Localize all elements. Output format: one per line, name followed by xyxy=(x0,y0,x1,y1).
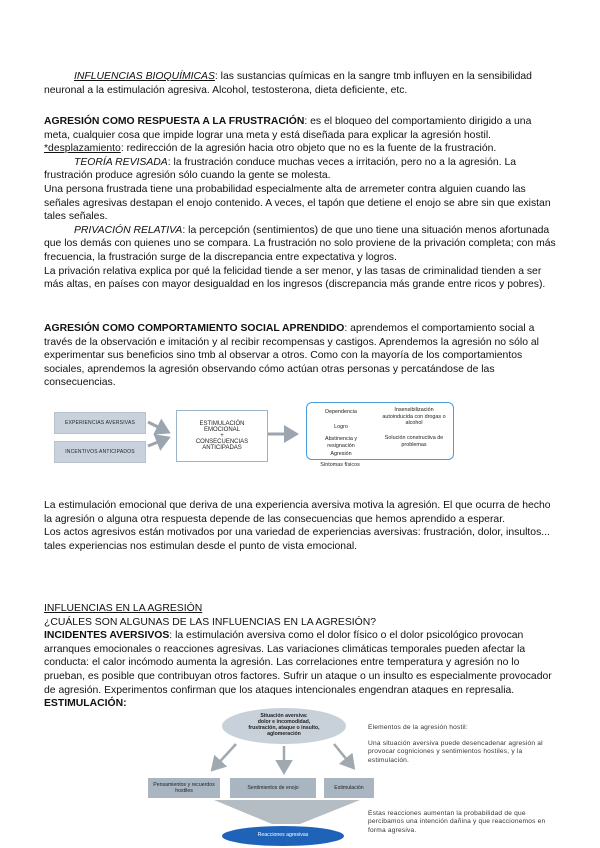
desplazamiento-label: *desplazamiento xyxy=(44,143,121,155)
middle-line-4: CONSECUENCIAS xyxy=(195,439,249,445)
estimulacion-text-2: Los actos agresivos están motivados por una variedad de experiencias aversivas: frustración, dolor, insultos... tales experiencias nos estimulan desde el punto de vista emocional. xyxy=(44,527,550,552)
top-line-3: frustración, ataque o insulto, xyxy=(248,725,320,731)
hostile-thoughts-box: Pensamientos y recuerdos hostiles xyxy=(148,778,220,798)
incidentes-text: : la estimulación aversiva como el dolor físico o el dolor psicológico provocan arranques emocionales o reacciones agresivas. Las variaciones climáticas temporales pueden afectar la conducta: el calor incómodo aumenta la agresión. Las correlaciones entre temperatura y agresión no lo prueban, es posible que contribuyan otros factores. Sufrir un ataque o un insulto es especialmente provocador de agresión. Experimentos confirman que los ataques intencionales engendran ataques en represalia. xyxy=(44,630,552,696)
incidentes-label: INCIDENTES AVERSIVOS xyxy=(44,630,170,642)
influencias-question: ¿CUÁLES SON ALGUNAS DE LAS INFLUENCIAS EN LA AGRESIÓN? xyxy=(44,616,377,628)
aprendido-text: : aprendemos el comportamiento social a través de la observación e imitación y al recibir recompensas y castigos. Aprendemos la agresión no sólo al experimentar sus beneficios sino tmb al observar a otros. Como con la mayoría de los comportamientos sociales, aprendemos la agresión observando cómo actúan otras personas y percatándose de las consecuencias. xyxy=(44,323,539,389)
anticipated-incentives-box: INCENTIVOS ANTICIPADOS xyxy=(54,441,146,463)
middle-line-5: ANTICIPADAS xyxy=(202,445,242,451)
privacion-text-2: La privación relativa explica por qué la felicidad tiende a ser menor, y las tasas de criminalidad tienden a ser más altas, en países con mayor desigualdad en los ingresos (discrepancia más grande entre ricos y pobres). xyxy=(44,265,546,291)
aggressive-reactions-ellipse: Reacciones agresivas xyxy=(222,826,344,846)
option-abstinencia: Abstinencia y resignación xyxy=(324,436,358,449)
note-situation: Una situación aversiva puede desencadenar agresión al provocar cogniciones y sentimientos hostiles, y la estimulación. xyxy=(368,740,543,764)
middle-line-2: EMOCIONAL xyxy=(203,427,240,433)
top-line-2: dolor e incomodidad, xyxy=(257,719,311,726)
frustracion-label: AGRESIÓN COMO RESPUESTA A LA FRUSTRACIÓN xyxy=(44,116,305,127)
option-logro: Logro xyxy=(334,424,348,430)
desplazamiento-text: : redirección de la agresión hacia otro objeto que no es la fuente de la frustración. xyxy=(120,143,497,155)
top-line-1: Situación aversiva: xyxy=(260,713,308,720)
middle-line-3: + xyxy=(220,433,224,439)
option-solucion: Solución constructiva de problemas xyxy=(384,435,444,448)
top-line-4: aglomeración xyxy=(267,730,301,737)
estimulacion-text-1: La estimulación emocional que deriva de una experiencia aversiva motiva la agresión. El que ocurra de hecho la agresión o alguna otra respuesta depende de las consecuencias que hemos aprendido a esperar. xyxy=(44,500,551,525)
frustracion-text: : es el bloqueo del comportamiento dirigido a una meta, cualquier cosa que impide lograr una meta y está diseñada para explicar la agresión hostil. xyxy=(44,116,532,141)
aprendido-label: AGRESIÓN COMO COMPORTAMIENTO SOCIAL APRENDIDO xyxy=(44,323,345,334)
option-insensibilizacion: Insensibilización autoinducida con drogas o alcohol xyxy=(382,407,446,426)
anger-feelings-box: Sentimientos de enojo xyxy=(230,778,316,798)
note-reactions: Estas reacciones aumentan la probabilidad de que percibamos una intención dañina y que reaccionemos en forma agresiva. xyxy=(368,810,546,834)
teoria-label: TEORÍA REVISADA xyxy=(74,156,168,168)
influencias-heading: INFLUENCIAS EN LA AGRESIÓN xyxy=(44,603,203,614)
bioquimicas-text: : las sustancias químicas en la sangre tmb influyen en la sensibilidad neuronal a la estimulación agresiva. Alcohol, testosterona, dieta deficiente, etc. xyxy=(44,71,532,96)
option-agresion: Agresión xyxy=(330,451,352,457)
note-elements: Elementos de la agresión hostil: xyxy=(368,724,468,731)
estimulacion-colon: : xyxy=(123,698,127,710)
aversive-situation-ellipse xyxy=(222,708,346,744)
persona-text: Una persona frustrada tiene una probabilidad especialmente alta de arremeter contra alguien cuando las señales agresivas destapan el enojo contenido. A veces, el tapón que detiene el enojo se abre sin que existan tales señales. xyxy=(44,183,551,223)
option-sintomas: Síntomas físicos xyxy=(320,462,360,468)
arousal-box: Estimulación xyxy=(324,778,374,798)
aversive-experiences-box: EXPERIENCIAS AVERSIVAS xyxy=(54,412,146,434)
bioquimicas-label: INFLUENCIAS BIOQUÍMICAS xyxy=(74,71,215,82)
option-dependencia: Dependencia xyxy=(325,409,357,415)
privacion-label: PRIVACIÓN RELATIVA xyxy=(74,224,183,236)
privacion-text: : la percepción (sentimientos) de que uno tiene una situación menos afortunada que los demás con quienes uno se compara. La frustración no solo proviene de la privación completa; con más frecuencia, la frustración surge de la discrepancia entre expectativa y logros. xyxy=(44,224,556,263)
middle-line-1: ESTIMULACIÓN xyxy=(199,421,245,427)
estimulacion-label: ESTIMULACIÓN xyxy=(44,698,124,710)
teoria-text: : la frustración conduce muchas veces a irritación, pero no a la agresión. La frustración produce agresión sólo cuando la gente se molesta. xyxy=(44,156,517,182)
